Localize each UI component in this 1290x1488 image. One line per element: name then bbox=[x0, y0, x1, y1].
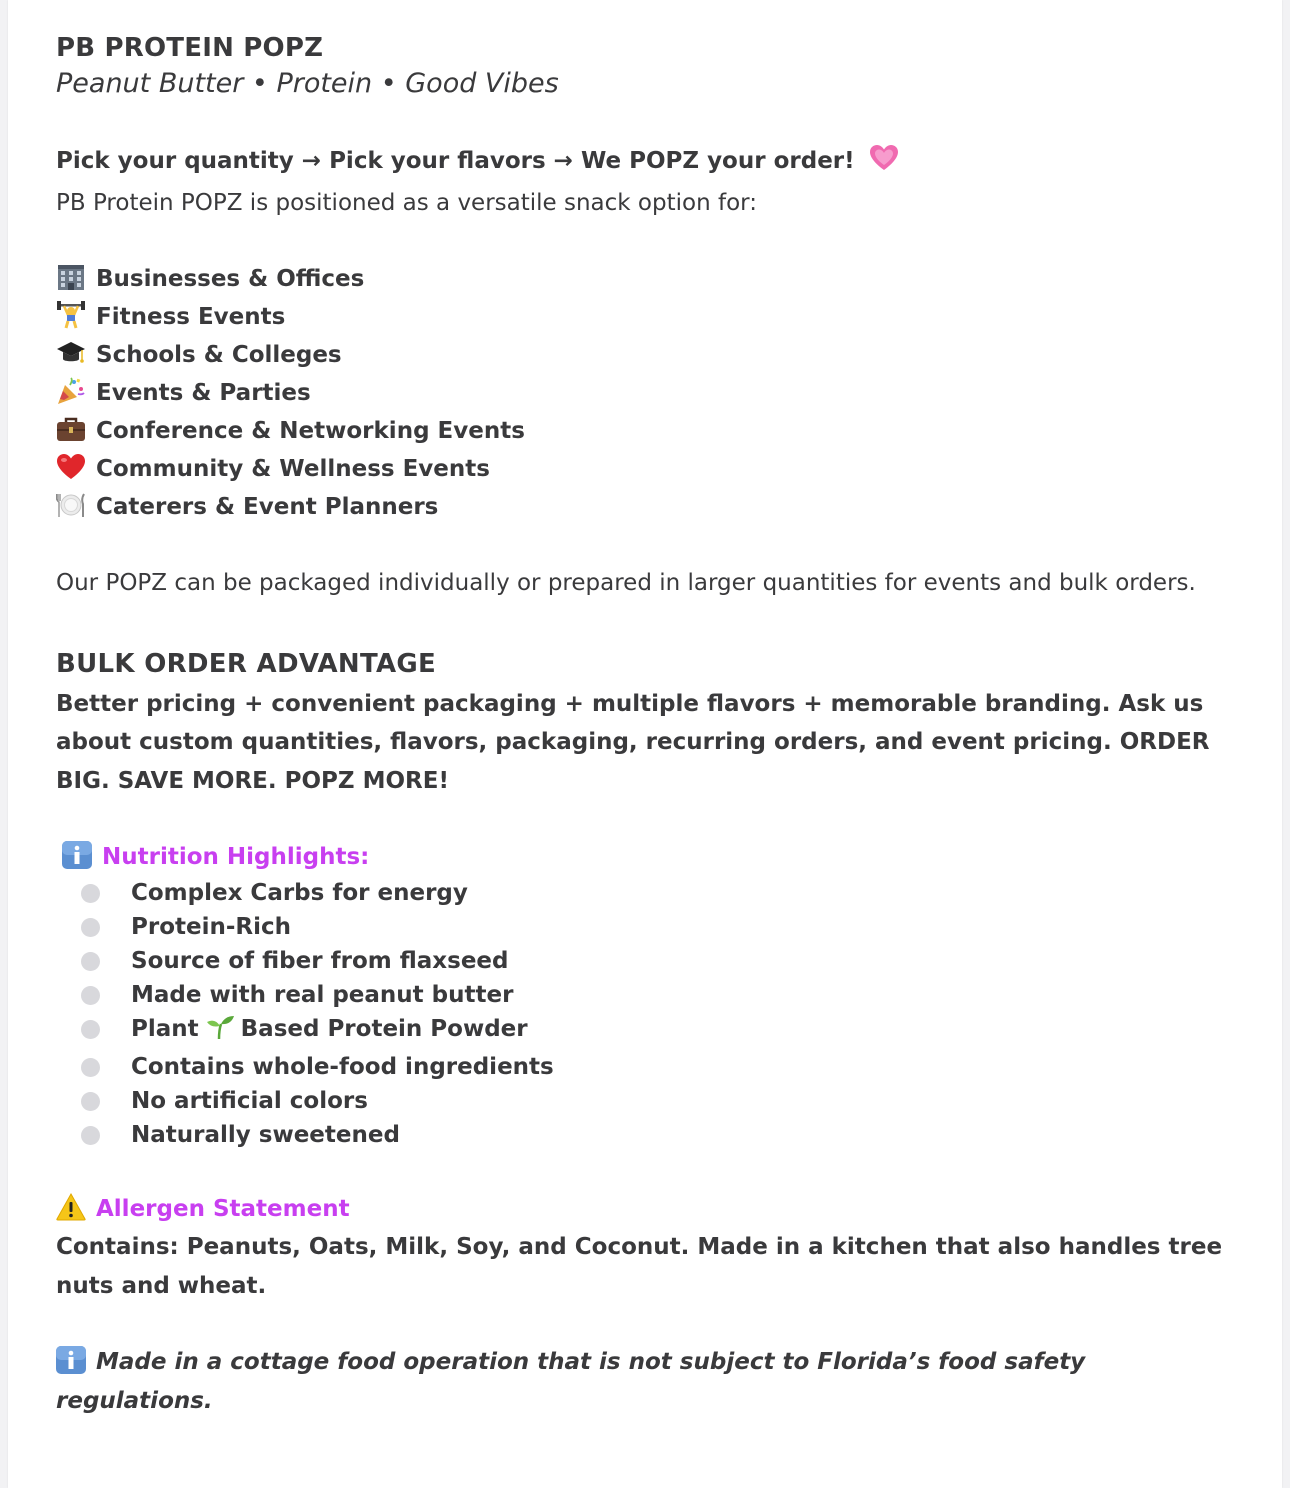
seedling-icon bbox=[205, 1014, 235, 1050]
nutrition-list bbox=[56, 876, 1236, 1152]
list-item: Protein-Rich bbox=[56, 910, 1236, 944]
list-item: Plant Based Protein Powder bbox=[56, 1012, 1236, 1050]
bulk-heading: BULK ORDER ADVANTAGE bbox=[56, 648, 437, 679]
document-page bbox=[8, 0, 1282, 1488]
document-content bbox=[56, 30, 1236, 1420]
warning-icon bbox=[56, 1193, 86, 1221]
office-building-icon bbox=[56, 263, 86, 291]
audience-label: Schools & Colleges bbox=[96, 342, 342, 368]
list-item: Source of fiber from flaxseed bbox=[56, 944, 1236, 978]
list-item: Naturally sweetened bbox=[56, 1118, 1236, 1152]
audience-label: Businesses & Offices bbox=[96, 266, 365, 292]
briefcase-icon bbox=[56, 415, 86, 443]
graduation-cap-icon bbox=[56, 339, 86, 367]
audience-item bbox=[56, 412, 1236, 450]
order-steps bbox=[56, 142, 1236, 184]
audience-item bbox=[56, 488, 1236, 526]
audience-label: Caterers & Event Planners bbox=[96, 494, 439, 520]
list-item: Complex Carbs for energy bbox=[56, 876, 1236, 910]
pink-heart-icon bbox=[869, 144, 899, 184]
allergen-body: Contains: Peanuts, Oats, Milk, Soy, and Coconut. Made in a kitchen that also handles tree nuts and wheat. bbox=[56, 1234, 1223, 1299]
audience-item bbox=[56, 260, 1236, 298]
tagline: Peanut Butter • Protein • Good Vibes bbox=[56, 68, 559, 99]
audience-item bbox=[56, 336, 1236, 374]
audience-item bbox=[56, 450, 1236, 488]
page-title: PB PROTEIN POPZ bbox=[56, 33, 324, 63]
disclaimer bbox=[56, 1343, 1236, 1420]
plate-with-cutlery-icon bbox=[56, 491, 86, 519]
nutrition-heading-row bbox=[56, 838, 1236, 876]
party-popper-icon bbox=[56, 377, 86, 405]
red-heart-icon bbox=[56, 453, 86, 481]
positioning-text: PB Protein POPZ is positioned as a versatile snack option for: bbox=[56, 190, 757, 216]
list-item: Contains whole-food ingredients bbox=[56, 1050, 1236, 1084]
packaging-note: Our POPZ can be packaged individually or prepared in larger quantities for events and bulk orders. bbox=[56, 570, 1196, 596]
audience-item bbox=[56, 374, 1236, 412]
audience-list bbox=[56, 260, 1236, 526]
allergen-heading: Allergen Statement bbox=[96, 1196, 350, 1222]
weightlifter-icon bbox=[56, 301, 86, 329]
allergen-heading-row bbox=[56, 1190, 1236, 1228]
audience-item bbox=[56, 298, 1236, 336]
list-item: Made with real peanut butter bbox=[56, 978, 1236, 1012]
bulk-body: Better pricing + convenient packaging + multiple flavors + memorable branding. Ask us about custom quantities, flavors, packaging, recurring orders, and event pricing. ORDER BIG. SAVE MORE. POPZ MORE! bbox=[56, 690, 1210, 794]
audience-label: Community & Wellness Events bbox=[96, 456, 490, 482]
info-icon bbox=[62, 841, 92, 869]
audience-label: Events & Parties bbox=[96, 380, 311, 406]
list-item: No artificial colors bbox=[56, 1084, 1236, 1118]
audience-label: Fitness Events bbox=[96, 304, 286, 330]
nutrition-heading: Nutrition Highlights: bbox=[102, 844, 370, 870]
disclaimer-text: Made in a cottage food operation that is not subject to Florida’s food safety regulations. bbox=[56, 1349, 1086, 1414]
info-icon bbox=[56, 1346, 86, 1374]
order-steps-text: Pick your quantity → Pick your flavors → We POPZ your order! bbox=[56, 148, 855, 174]
audience-label: Conference & Networking Events bbox=[96, 418, 525, 444]
